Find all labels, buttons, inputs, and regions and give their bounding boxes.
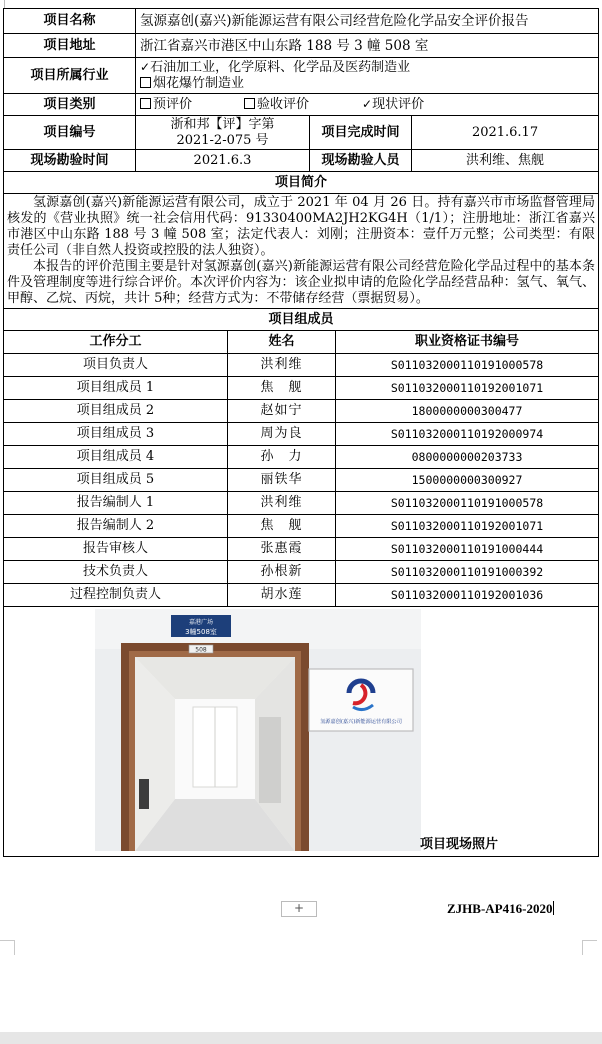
member-cert: S011032000110192001071	[336, 515, 599, 538]
column-header-role: 工作分工	[4, 331, 228, 354]
room-number: 508	[195, 646, 207, 654]
page-edge-marker	[4, 0, 5, 8]
intro-paragraph-1: 氢源嘉创(嘉兴)新能源运营有限公司，成立于 2021 年 04 月 26 日。持有嘉兴市市场监督管理局核发的《营业执照》统一社会信用代码：91330400MA2JH2KG4H（1/1）；注册地址：浙江省嘉兴市港区中山东路 188 号 3 幢 508 室；法定代表人：刘刚；注册资本：壹仟万元整；公司类型：有限责任公司（非自然人投资或控股的法人独资）。	[7, 195, 596, 258]
project-address-value: 浙江省嘉兴市港区中山东路 188 号 3 幢 508 室	[136, 34, 599, 58]
table-row	[4, 377, 599, 400]
member-cert: S011032000110192001071	[336, 377, 599, 400]
finish-time-label: 项目完成时间	[310, 116, 412, 150]
door-sign-line-2: 3幢508室	[185, 628, 217, 636]
survey-time-label: 现场勘验时间	[4, 150, 136, 172]
type-option-acceptance	[244, 97, 362, 113]
document-code	[447, 901, 554, 917]
member-role: 过程控制负责人	[4, 584, 228, 607]
row-industry	[4, 58, 599, 94]
project-name-label: 项目名称	[4, 9, 136, 34]
member-role: 技术负责人	[4, 561, 228, 584]
checked-icon: ✓	[140, 60, 151, 74]
column-header-name: 姓名	[228, 331, 336, 354]
members-title: 项目组成员	[4, 309, 599, 331]
table-row	[4, 446, 599, 469]
text-cursor	[553, 901, 554, 915]
table-row	[4, 538, 599, 561]
table-row	[4, 584, 599, 607]
code-line-1: 浙和邦【评】字第	[170, 116, 275, 132]
row-photo	[4, 607, 599, 857]
add-section-button[interactable]: +	[281, 901, 317, 917]
door-sign-line-1: 嘉港广场	[188, 619, 214, 626]
document-code-text: ZJHB-AP416-2020	[447, 901, 553, 916]
industry-option-fireworks	[140, 76, 594, 92]
table-row	[4, 400, 599, 423]
table-row	[4, 469, 599, 492]
photo-cell	[4, 607, 599, 857]
company-plate-text: 氢源嘉创(嘉兴)新能源运营有限公司	[320, 719, 402, 725]
row-code	[4, 116, 599, 150]
type-options	[136, 94, 599, 116]
intro-title: 项目简介	[4, 172, 599, 194]
member-role: 项目组成员 1	[4, 377, 228, 400]
row-intro-title	[4, 172, 599, 194]
row-type	[4, 94, 599, 116]
member-cert: S011032000110191000578	[336, 354, 599, 377]
project-name-value: 氢源嘉创(嘉兴)新能源运营有限公司经营危险化学品安全评价报告	[136, 9, 599, 34]
table-row	[4, 354, 599, 377]
photo-caption: 项目现场照片	[420, 837, 499, 852]
unchecked-box-icon	[140, 98, 151, 109]
code-line-2: 2021-2-075 号	[176, 132, 269, 148]
type-option-1-label: 预评价	[153, 97, 193, 112]
member-name: 孙 力	[228, 446, 336, 469]
member-cert: S011032000110192001036	[336, 584, 599, 607]
member-cert: S011032000110191000392	[336, 561, 599, 584]
table-row	[4, 561, 599, 584]
row-members-title	[4, 309, 599, 331]
column-header-cert: 职业资格证书编号	[336, 331, 599, 354]
page-corner-mark-right	[582, 940, 597, 955]
member-name: 赵如宁	[228, 400, 336, 423]
member-role: 报告编制人 2	[4, 515, 228, 538]
type-label: 项目类别	[4, 94, 136, 116]
member-cert: 0800000000203733	[336, 446, 599, 469]
member-cert: S011032000110192000974	[336, 423, 599, 446]
members-header-row	[4, 331, 599, 354]
industry-label: 项目所属行业	[4, 58, 136, 94]
site-photo	[95, 609, 421, 851]
type-option-2-label: 验收评价	[257, 97, 310, 112]
table-row	[4, 423, 599, 446]
intro-paragraph-2: 本报告的评价范围主要是针对氢源嘉创(嘉兴)新能源运营有限公司经营危险化学品过程中的基本条件及管理制度等进行综合评价。本次评价内容为：该企业拟申请的危险化学品经营品种：氢气、氧气、甲醇、乙烷、丙烷，共计 5种；经营方式为：不带储存经营（票据贸易）。	[7, 259, 596, 306]
member-cert: S011032000110191000444	[336, 538, 599, 561]
member-name: 胡水莲	[228, 584, 336, 607]
table-row	[4, 492, 599, 515]
member-role: 报告审核人	[4, 538, 228, 561]
member-name: 洪利维	[228, 354, 336, 377]
type-option-pre	[140, 97, 244, 113]
industry-options	[136, 58, 599, 94]
row-intro-body	[4, 194, 599, 309]
row-project-address	[4, 34, 599, 58]
site-photo-illustration	[95, 609, 421, 851]
type-option-3-label: 现状评价	[372, 97, 425, 112]
intro-body	[4, 194, 599, 309]
member-role: 项目组成员 4	[4, 446, 228, 469]
row-survey	[4, 150, 599, 172]
unchecked-box-icon	[244, 98, 255, 109]
type-option-status	[362, 97, 424, 112]
industry-option-petroleum	[140, 59, 594, 76]
member-role: 报告编制人 1	[4, 492, 228, 515]
finish-time-value: 2021.6.17	[412, 116, 599, 150]
member-cert: 1800000000300477	[336, 400, 599, 423]
industry-option-1-label: 石油加工业，化学原料、化学品及医药制造业	[150, 60, 411, 75]
evaluation-info-table	[3, 8, 599, 857]
survey-staff-value: 洪利维、焦舰	[412, 150, 599, 172]
member-name: 焦 舰	[228, 377, 336, 400]
member-name: 丽铁华	[228, 469, 336, 492]
member-role: 项目负责人	[4, 354, 228, 377]
page-corner-mark-left	[0, 940, 15, 955]
code-value	[136, 116, 310, 150]
member-cert: 1500000000300927	[336, 469, 599, 492]
member-name: 焦 舰	[228, 515, 336, 538]
member-name: 洪利维	[228, 492, 336, 515]
code-label: 项目编号	[4, 116, 136, 150]
project-address-label: 项目地址	[4, 34, 136, 58]
member-name: 孙根新	[228, 561, 336, 584]
row-project-name	[4, 9, 599, 34]
checked-icon: ✓	[362, 97, 373, 111]
industry-option-2-label: 烟花爆竹制造业	[153, 76, 245, 91]
member-name: 周为良	[228, 423, 336, 446]
unchecked-box-icon	[140, 77, 151, 88]
page-gap-strip	[0, 1032, 602, 1044]
member-cert: S011032000110191000578	[336, 492, 599, 515]
table-row	[4, 515, 599, 538]
member-name: 张惠霞	[228, 538, 336, 561]
survey-staff-label: 现场勘验人员	[310, 150, 412, 172]
member-role: 项目组成员 5	[4, 469, 228, 492]
member-role: 项目组成员 3	[4, 423, 228, 446]
member-role: 项目组成员 2	[4, 400, 228, 423]
survey-time-value: 2021.6.3	[136, 150, 310, 172]
